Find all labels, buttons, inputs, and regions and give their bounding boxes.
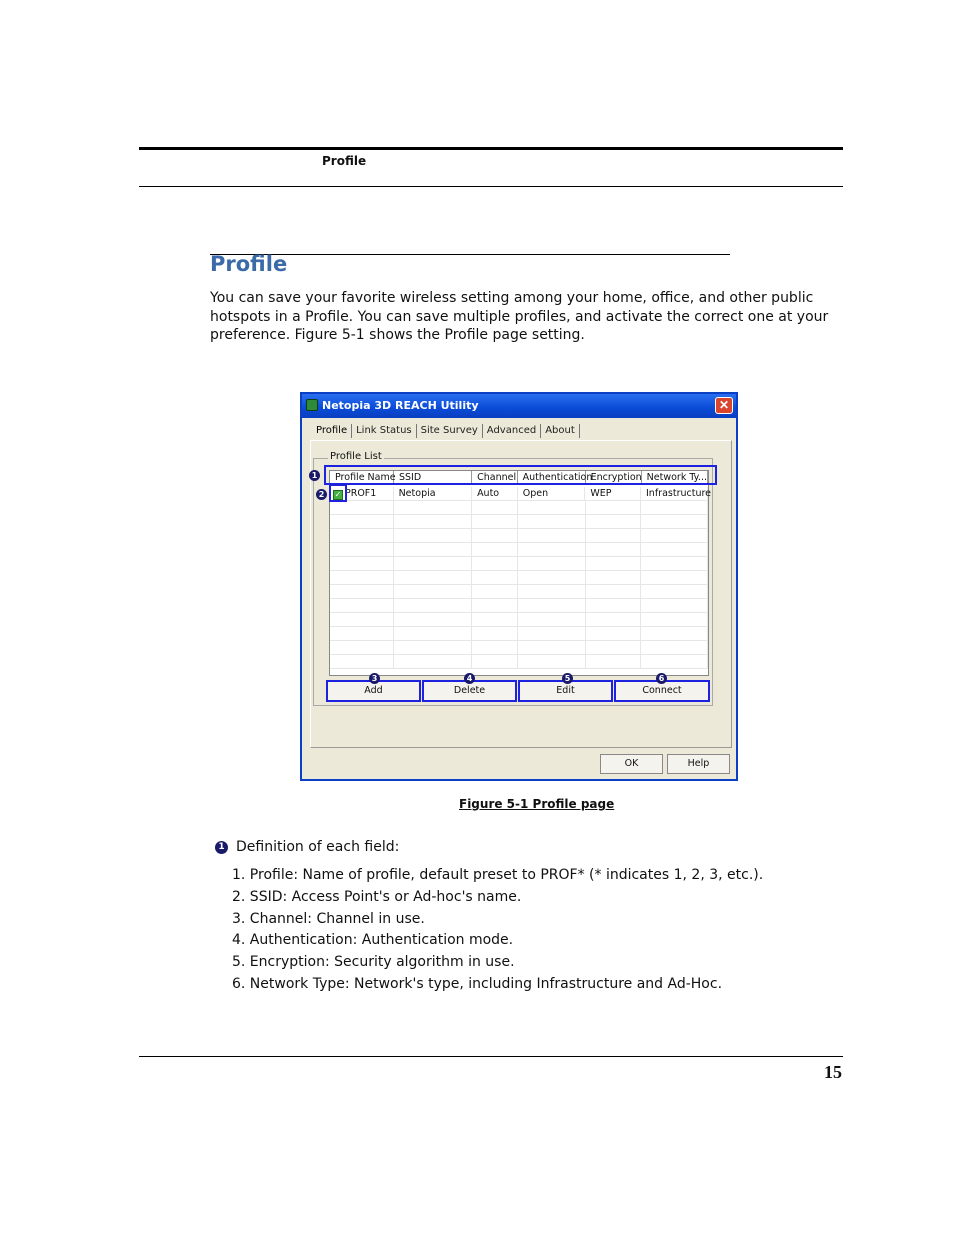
empty-table-row xyxy=(330,613,708,627)
window-titlebar[interactable] xyxy=(302,394,736,418)
section-title-rule xyxy=(210,254,730,255)
empty-cell xyxy=(330,641,394,655)
empty-cell xyxy=(518,655,586,669)
app-icon xyxy=(306,399,318,411)
header-rule-top xyxy=(139,147,843,150)
empty-cell xyxy=(641,529,708,543)
empty-table-row xyxy=(330,627,708,641)
empty-cell xyxy=(641,613,708,627)
empty-cell xyxy=(330,515,394,529)
empty-cell xyxy=(394,585,473,599)
empty-table-row xyxy=(330,557,708,571)
callout-marker-4: 4 xyxy=(464,673,475,684)
empty-cell xyxy=(472,543,518,557)
empty-cell xyxy=(586,543,642,557)
callout-marker-6: 6 xyxy=(656,673,667,684)
row-ssid: Netopia xyxy=(394,487,472,501)
row-authentication: Open xyxy=(518,487,586,501)
tab-about[interactable]: About xyxy=(541,424,580,438)
list-item: 5. Encryption: Security algorithm in use. xyxy=(232,954,515,971)
definition-marker: 1 xyxy=(215,841,228,854)
empty-cell xyxy=(586,655,642,669)
empty-cell xyxy=(330,613,394,627)
callout-marker-2: 2 xyxy=(316,489,327,500)
empty-cell xyxy=(641,557,708,571)
empty-cell xyxy=(518,627,586,641)
empty-cell xyxy=(330,571,394,585)
empty-table-row xyxy=(330,543,708,557)
empty-table-row xyxy=(330,529,708,543)
empty-cell xyxy=(518,599,586,613)
utility-window xyxy=(300,392,738,781)
empty-cell xyxy=(472,501,518,515)
empty-cell xyxy=(518,515,586,529)
empty-cell xyxy=(472,557,518,571)
window-title: Netopia 3D REACH Utility xyxy=(322,399,479,412)
empty-cell xyxy=(518,641,586,655)
header-highlight-box xyxy=(324,465,717,485)
column-authentication[interactable]: Authentication xyxy=(518,471,586,485)
row-profile-name: PROF1 xyxy=(345,488,377,499)
empty-cell xyxy=(394,543,473,557)
profile-list[interactable] xyxy=(329,470,712,676)
check-highlight-box xyxy=(329,484,347,502)
column-network-type[interactable]: Network Ty... xyxy=(642,471,708,485)
help-button[interactable]: Help xyxy=(667,754,730,774)
empty-cell xyxy=(518,571,586,585)
connect-button[interactable]: Connect xyxy=(614,680,710,702)
empty-cell xyxy=(641,515,708,529)
tab-profile[interactable]: Profile xyxy=(312,424,352,438)
empty-table-row xyxy=(330,599,708,613)
running-title: Profile xyxy=(322,154,367,168)
empty-cell xyxy=(641,585,708,599)
empty-cell xyxy=(586,529,642,543)
empty-cell xyxy=(518,543,586,557)
empty-cell xyxy=(641,641,708,655)
add-button[interactable]: Add xyxy=(326,680,421,702)
page-number: 15 xyxy=(824,1062,842,1082)
active-check-icon: ✓ xyxy=(334,490,342,499)
empty-cell xyxy=(330,557,394,571)
definition-list xyxy=(232,865,763,996)
empty-cell xyxy=(472,571,518,585)
tab-bar xyxy=(312,424,580,440)
empty-cell xyxy=(586,627,642,641)
header-rule xyxy=(139,186,843,187)
empty-cell xyxy=(518,529,586,543)
list-item: 6. Network Type: Network's type, including Infrastructure and Ad-Hoc. xyxy=(232,975,723,992)
tab-advanced[interactable]: Advanced xyxy=(483,424,541,438)
empty-cell xyxy=(394,501,473,515)
empty-cell xyxy=(394,515,473,529)
empty-cell xyxy=(586,641,642,655)
callout-marker-5: 5 xyxy=(562,673,573,684)
empty-cell xyxy=(330,585,394,599)
empty-cell xyxy=(394,599,473,613)
empty-table-row xyxy=(330,585,708,599)
empty-cell xyxy=(394,655,473,669)
empty-cell xyxy=(641,501,708,515)
list-item: 4. Authentication: Authentication mode. xyxy=(232,932,514,949)
empty-cell xyxy=(586,501,642,515)
empty-cell xyxy=(394,641,473,655)
empty-cell xyxy=(641,599,708,613)
row-network-type: Infrastructure xyxy=(641,487,708,501)
empty-cell xyxy=(518,501,586,515)
column-channel[interactable]: Channel xyxy=(472,471,518,485)
list-buttons xyxy=(326,680,711,702)
empty-cell xyxy=(330,501,394,515)
empty-cell xyxy=(330,627,394,641)
empty-cell xyxy=(472,627,518,641)
empty-cell xyxy=(586,585,642,599)
empty-cell xyxy=(472,655,518,669)
empty-cell xyxy=(394,613,473,627)
list-item: 2. SSID: Access Point's or Ad-hoc's name. xyxy=(232,888,522,905)
empty-cell xyxy=(472,599,518,613)
definition-title: Definition of each field: xyxy=(236,839,400,855)
delete-button[interactable]: Delete xyxy=(422,680,517,702)
empty-cell xyxy=(472,641,518,655)
list-item: 3. Channel: Channel in use. xyxy=(232,910,425,927)
empty-table-row xyxy=(330,571,708,585)
empty-cell xyxy=(394,557,473,571)
empty-cell xyxy=(518,585,586,599)
empty-cell xyxy=(586,613,642,627)
empty-cell xyxy=(472,613,518,627)
row-encryption: WEP xyxy=(585,487,641,501)
edit-button[interactable]: Edit xyxy=(518,680,613,702)
tab-site-survey[interactable]: Site Survey xyxy=(417,424,483,438)
empty-cell xyxy=(394,529,473,543)
empty-table-row xyxy=(330,501,708,515)
empty-cell xyxy=(586,557,642,571)
section-title: Profile xyxy=(210,252,288,276)
table-row[interactable] xyxy=(330,487,712,501)
intro-paragraph: You can save your favorite wireless setting among your home, office, and other public hotspots in a Profile. You can save multiple profiles, and activate the correct one at your preference. Figure 5-1 shows the Profile page setting. xyxy=(210,290,829,343)
empty-cell xyxy=(641,627,708,641)
empty-cell xyxy=(518,613,586,627)
figure-caption: Figure 5-1 Profile page xyxy=(459,797,615,811)
empty-cell xyxy=(330,529,394,543)
empty-cell xyxy=(394,571,473,585)
empty-cell xyxy=(394,627,473,641)
ok-button[interactable]: OK xyxy=(600,754,663,774)
empty-cell xyxy=(472,529,518,543)
profile-list-label: Profile List xyxy=(330,451,382,462)
empty-cell xyxy=(586,599,642,613)
column-ssid[interactable]: SSID xyxy=(394,471,472,485)
empty-cell xyxy=(330,543,394,557)
empty-cell xyxy=(586,515,642,529)
empty-table-row xyxy=(330,655,708,669)
empty-cell xyxy=(641,571,708,585)
empty-cell xyxy=(518,557,586,571)
callout-marker-3: 3 xyxy=(369,673,380,684)
row-channel: Auto xyxy=(472,487,518,501)
callout-marker-1: 1 xyxy=(309,470,320,481)
column-encryption[interactable]: Encryption xyxy=(586,471,642,485)
tab-link-status[interactable]: Link Status xyxy=(352,424,417,438)
empty-table-row xyxy=(330,641,708,655)
empty-cell xyxy=(641,543,708,557)
footer-rule xyxy=(139,1056,843,1057)
empty-cell xyxy=(330,599,394,613)
empty-cell xyxy=(586,571,642,585)
empty-cell xyxy=(641,655,708,669)
empty-table-row xyxy=(330,515,708,529)
empty-cell xyxy=(472,585,518,599)
list-item: 1. Profile: Name of profile, default preset to PROF* (* indicates 1, 2, 3, etc.). xyxy=(232,867,764,883)
column-profile-name[interactable]: Profile Name xyxy=(330,471,394,485)
close-icon[interactable]: ✕ xyxy=(715,397,733,414)
empty-cell xyxy=(330,655,394,669)
empty-cell xyxy=(472,515,518,529)
